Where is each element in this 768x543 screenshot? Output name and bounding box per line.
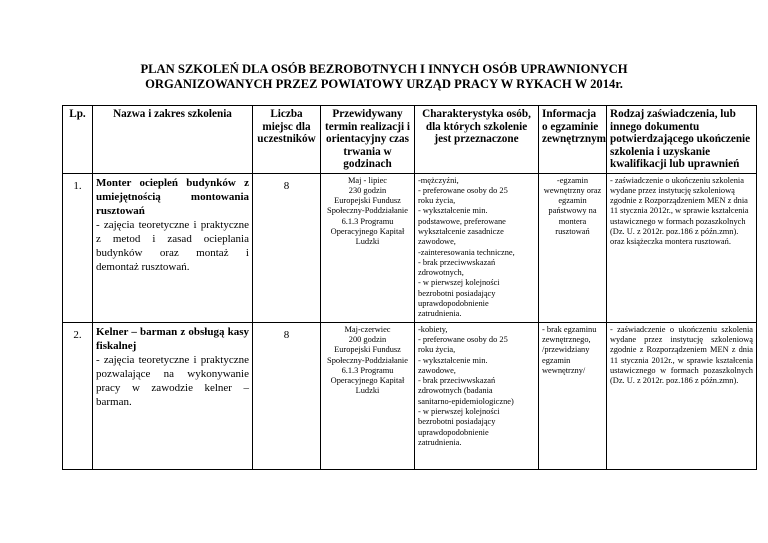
- cell-line: wewnętrzny/: [542, 365, 586, 375]
- cell-line: 200 godzin: [348, 334, 387, 344]
- training-scope: - zajęcia teoretyczne i praktyczne pozwalające na wykonywanie pracy w zawodzie kelner – barman.: [96, 353, 249, 408]
- cell-line: Operacyjnego Kapitał: [330, 376, 405, 386]
- row-certificate: [607, 322, 757, 469]
- row-training-name: [93, 173, 253, 322]
- cell-line: uprawdopodobnienie: [418, 427, 489, 437]
- cell-line: Operacyjnego Kapitał: [330, 226, 405, 236]
- cell-line: 230 godzin: [348, 185, 387, 195]
- cell-line: - zaświadczenie o ukończeniu szkolenia wydane przez instytucję szkoleniową zgodnie z Rozporządzeniem MEN z dnia 11 stycznia 2012r., w sprawie kształcenia ustawicznego w formach pozaszkolnych (Dz. U. z 2012r. poz.186 z późn.zmn).: [610, 324, 753, 386]
- cell-line: Społeczny-Poddziałanie: [327, 206, 408, 216]
- cell-line: państwowy na: [548, 206, 597, 216]
- row-characteristics: [415, 173, 539, 322]
- cell-line: zawodowe,: [418, 237, 456, 247]
- cell-line: - brak przeciwwskazań: [418, 257, 496, 267]
- title-line-2: ORGANIZOWANYCH PRZEZ POWIATOWY URZĄD PRACY W RYKACH W 2014r.: [145, 77, 623, 91]
- header-certificate: Rodzaj zaświadczenia, lub innego dokumentu potwierdzającego ukończenie szkolenia i uzyskanie kwalifikacji lub uprawnień: [607, 106, 757, 174]
- cell-line: - preferowane osoby do 25: [418, 334, 508, 344]
- cell-line: uprawdopodobnienie: [418, 299, 489, 309]
- cell-line: zatrudnienia.: [418, 437, 462, 447]
- cell-line: egzamin: [558, 196, 587, 206]
- cell-line: Europejski Fundusz: [334, 196, 401, 206]
- cell-line: zawodowe,: [418, 365, 456, 375]
- title-line-1: PLAN SZKOLEŃ DLA OSÓB BEZROBOTNYCH I INNYCH OSÓB UPRAWNIONYCH: [140, 62, 628, 76]
- cell-line: -kobiety,: [418, 324, 448, 334]
- row-lp: 1.: [63, 173, 93, 322]
- training-plan-table: [62, 105, 757, 470]
- table-row: [63, 322, 757, 469]
- training-scope: - zajęcia teoretyczne i praktyczne z metod i zasad ocieplania budynków oraz montaż i demontaż rusztowań.: [96, 218, 249, 273]
- cell-line: Społeczny-Poddziałanie: [327, 355, 408, 365]
- cell-line: zatrudnienia.: [418, 309, 462, 319]
- training-title: Monter ociepleń budynków z umiejętnością montowania rusztowań: [96, 176, 249, 217]
- row-exam-info: [539, 322, 607, 469]
- cell-line: Europejski Fundusz: [334, 345, 401, 355]
- cell-line: - preferowane osoby do 25: [418, 185, 508, 195]
- cell-line: wydane przez instytucję szkoleniową: [610, 185, 735, 195]
- cell-line: /przewidziany: [542, 345, 590, 355]
- cell-line: (Dz. U. z 2012r. poz.186 z późn.zmn).: [610, 226, 739, 236]
- table-header-row: [63, 106, 757, 174]
- document-title: [0, 62, 768, 92]
- cell-line: - zaświadczenie o ukończeniu szkolenia: [610, 175, 744, 185]
- cell-line: - brak przeciwwskazań: [418, 376, 496, 386]
- cell-line: sanitarno-epidemiologiczne): [418, 396, 514, 406]
- cell-line: 6.1.3 Programu: [341, 216, 394, 226]
- cell-line: podstawowe, preferowane: [418, 216, 506, 226]
- row-training-name: [93, 322, 253, 469]
- cell-line: Ludzki: [355, 237, 380, 247]
- cell-line: roku życia,: [418, 196, 456, 206]
- row-exam-info: [539, 173, 607, 322]
- row-participant-count: 8: [253, 173, 321, 322]
- cell-line: bezrobotni posiadający: [418, 417, 496, 427]
- cell-line: wewnętrzny oraz: [543, 185, 602, 195]
- header-lp: Lp.: [63, 106, 93, 174]
- cell-line: oraz książeczka montera rusztowań.: [610, 237, 731, 247]
- cell-line: - wykształcenie min.: [418, 206, 488, 216]
- row-characteristics: [415, 322, 539, 469]
- header-characteristics: Charakterystyka osób, dla których szkolenie jest przeznaczone: [415, 106, 539, 174]
- row-participant-count: 8: [253, 322, 321, 469]
- cell-line: 6.1.3 Programu: [341, 365, 394, 375]
- row-certificate: [607, 173, 757, 322]
- cell-line: zdrowotnych (badania: [418, 386, 493, 396]
- cell-line: bezrobotni posiadający: [418, 288, 496, 298]
- cell-line: zgodnie z Rozporządzeniem MEN z dnia: [610, 196, 748, 206]
- cell-line: 11 stycznia 2012r., w sprawie kształcenia: [610, 206, 749, 216]
- table-row: [63, 173, 757, 322]
- cell-line: -mężczyźni,: [418, 175, 459, 185]
- cell-line: -egzamin: [556, 175, 589, 185]
- cell-line: - wykształcenie min.: [418, 355, 488, 365]
- cell-line: zdrowotnych,: [418, 268, 464, 278]
- cell-line: egzamin: [542, 355, 571, 365]
- cell-line: wykształcenie zasadnicze: [418, 226, 504, 236]
- header-term: Przewidywany termin realizacji i orientacyjny czas trwania w godzinach: [321, 106, 415, 174]
- cell-line: roku życia,: [418, 345, 456, 355]
- cell-line: zewnętrznego,: [542, 334, 591, 344]
- header-name: Nazwa i zakres szkolenia: [93, 106, 253, 174]
- training-title: Kelner – barman z obsługą kasy fiskalnej: [96, 325, 249, 352]
- cell-line: -zainteresowania techniczne,: [418, 247, 515, 257]
- row-lp: 2.: [63, 322, 93, 469]
- cell-line: Maj-czerwiec: [344, 324, 391, 334]
- header-count: Liczba miejsc dla uczestników: [253, 106, 321, 174]
- cell-line: ustawicznego w formach pozaszkolnych: [610, 216, 746, 226]
- row-term: [321, 173, 415, 322]
- cell-line: Maj - lipiec: [347, 175, 388, 185]
- cell-line: - w pierwszej kolejności: [418, 407, 500, 417]
- cell-line: - brak egzaminu: [542, 324, 597, 334]
- cell-line: Ludzki: [355, 386, 380, 396]
- cell-line: montera: [558, 216, 587, 226]
- cell-line: rusztowań: [555, 226, 590, 236]
- cell-line: - w pierwszej kolejności: [418, 278, 500, 288]
- header-exam-info: Informacja o egzaminie zewnętrznym: [539, 106, 607, 174]
- row-term: [321, 322, 415, 469]
